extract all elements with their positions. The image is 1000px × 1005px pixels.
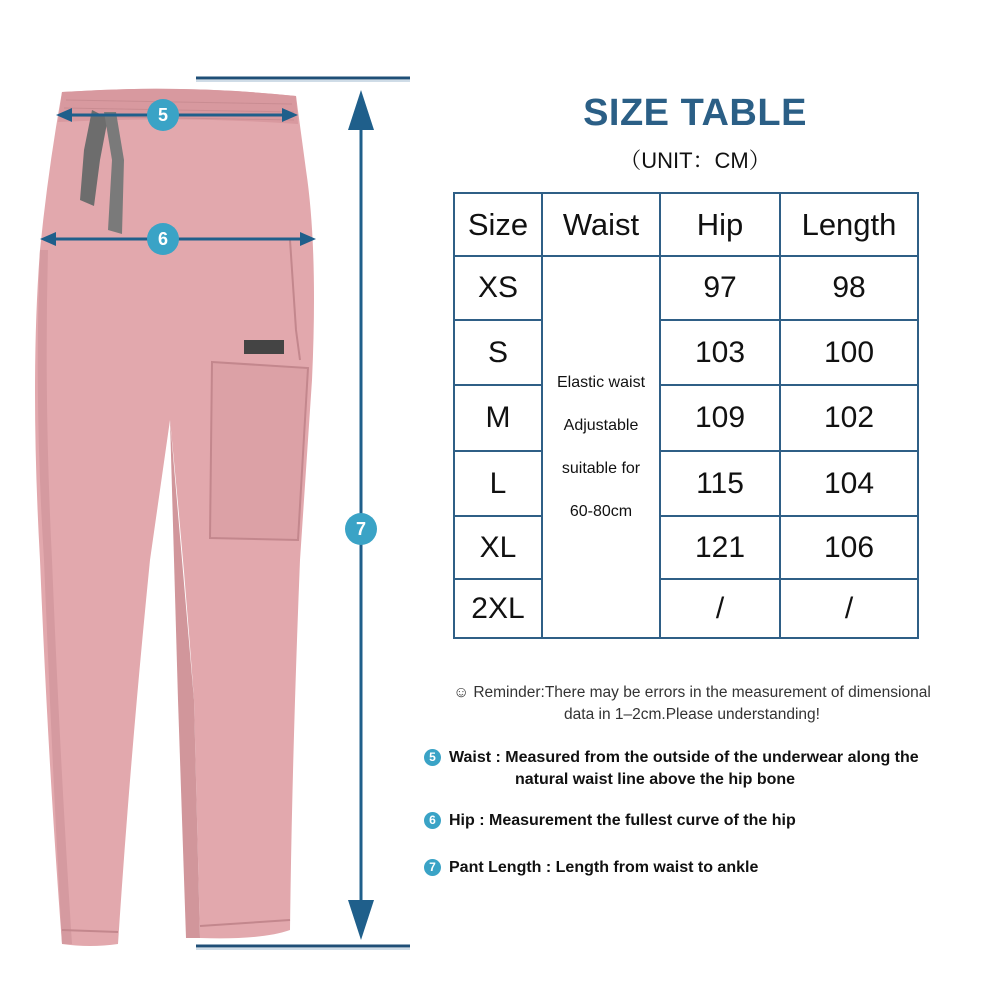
length-badge: 7 xyxy=(424,859,441,876)
hip-cell: 97 xyxy=(660,256,780,320)
size-cell: S xyxy=(454,320,542,385)
hip-badge-number: 6 xyxy=(157,229,169,249)
waist-note-line: Adjustable xyxy=(563,417,639,434)
waist-note-line-2: natural waist line above the hip bone xyxy=(515,771,796,788)
length-cell: 100 xyxy=(780,320,918,385)
header-hip: Hip xyxy=(660,193,780,256)
hip-note-text: Hip : Measurement the fullest curve of the hip xyxy=(449,812,796,829)
length-cell: 102 xyxy=(780,385,918,451)
length-note xyxy=(424,857,758,879)
table-header-row xyxy=(454,193,918,256)
product-illustration xyxy=(0,0,420,1000)
length-cell: 106 xyxy=(780,516,918,579)
hip-cell: 103 xyxy=(660,320,780,385)
hip-cell: 109 xyxy=(660,385,780,451)
size-cell: XL xyxy=(454,516,542,579)
size-table xyxy=(453,192,919,639)
waist-badge: 5 xyxy=(424,749,441,766)
size-cell: L xyxy=(454,451,542,516)
reminder-text xyxy=(412,682,972,726)
size-cell: M xyxy=(454,385,542,451)
unit-label: （UNIT：CM） xyxy=(619,148,771,173)
waist-note-cell xyxy=(542,256,660,638)
length-badge-number: 7 xyxy=(355,519,367,539)
length-cell: 98 xyxy=(780,256,918,320)
header-waist: Waist xyxy=(542,193,660,256)
table-row xyxy=(454,579,918,638)
waist-note xyxy=(424,747,919,791)
hip-note xyxy=(424,810,796,832)
size-cell: XS xyxy=(454,256,542,320)
table-row xyxy=(454,256,918,320)
hip-badge: 6 xyxy=(424,812,441,829)
table-row xyxy=(454,320,918,385)
reminder-line-2: data in 1–2cm.Please understanding! xyxy=(564,706,820,723)
waist-note-line: Elastic waist xyxy=(556,374,646,391)
page-title: SIZE TABLE xyxy=(583,92,807,134)
header-size: Size xyxy=(454,193,542,256)
pants-image xyxy=(0,0,420,1000)
waist-note-line: suitable for xyxy=(561,460,641,477)
length-cell: / xyxy=(780,579,918,638)
hip-cell: / xyxy=(660,579,780,638)
size-cell: 2XL xyxy=(454,579,542,638)
length-cell: 104 xyxy=(780,451,918,516)
waist-badge-number: 5 xyxy=(157,105,169,125)
cargo-pocket xyxy=(210,362,308,540)
table-row xyxy=(454,516,918,579)
length-note-text: Pant Length : Length from waist to ankle xyxy=(449,859,759,876)
table-row xyxy=(454,385,918,451)
waist-note-line-1: Waist : Measured from the outside of the underwear along the xyxy=(449,749,919,766)
smiley-icon: ☺ xyxy=(453,684,470,701)
reminder-line-1: Reminder:There may be errors in the measurement of dimensional xyxy=(473,684,931,701)
header-length: Length xyxy=(780,193,918,256)
table-row xyxy=(454,451,918,516)
waist-note-line: 60-80cm xyxy=(569,503,633,520)
hip-cell: 121 xyxy=(660,516,780,579)
brand-label xyxy=(244,340,284,354)
hip-cell: 115 xyxy=(660,451,780,516)
